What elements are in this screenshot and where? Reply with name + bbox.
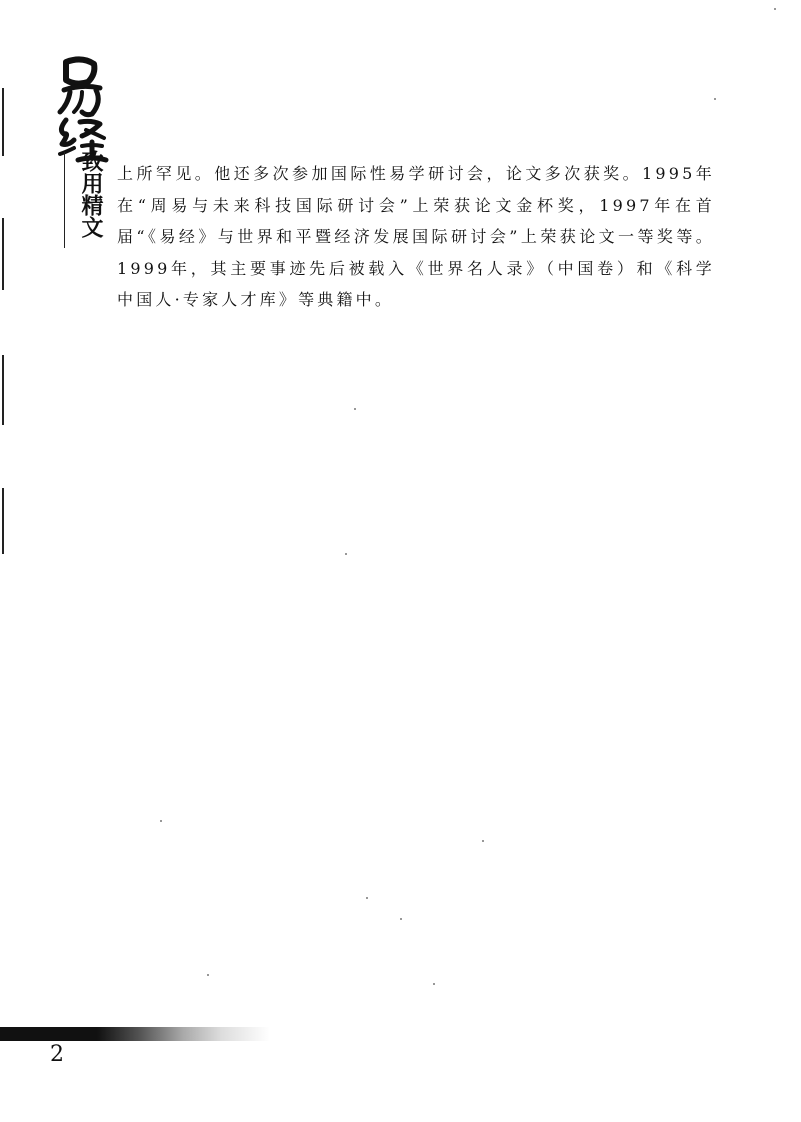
scan-speck xyxy=(345,553,347,555)
scan-speck xyxy=(714,98,716,100)
scan-edge-mark xyxy=(2,218,4,290)
scan-speck xyxy=(482,840,484,842)
footer-rule xyxy=(0,1027,270,1041)
scan-speck xyxy=(207,974,209,976)
scan-speck xyxy=(354,408,356,410)
body-paragraph: 上所罕见。他还多次参加国际性易学研讨会，论文多次获奖。1995年在“周易与未来科技国际研讨会”上荣获论文金杯奖，1997年在首届“《易经》与世界和平暨经济发展国际研讨会”上荣获论文一等奖等。1999年，其主要事迹先后被载入《世界名人录》（中国卷）和《科学中国人·专家人才库》等典籍中。 xyxy=(117,164,715,309)
scan-speck xyxy=(366,897,368,899)
series-title: 致用精文 xyxy=(78,150,104,238)
scan-edge-mark xyxy=(2,355,4,425)
scan-edge-mark xyxy=(2,488,4,554)
scan-edge-mark xyxy=(2,88,4,156)
scan-speck xyxy=(774,8,776,10)
scan-speck xyxy=(160,820,162,822)
page-number: 2 xyxy=(50,1042,64,1067)
scan-speck xyxy=(433,983,435,985)
scan-speck xyxy=(400,918,402,920)
